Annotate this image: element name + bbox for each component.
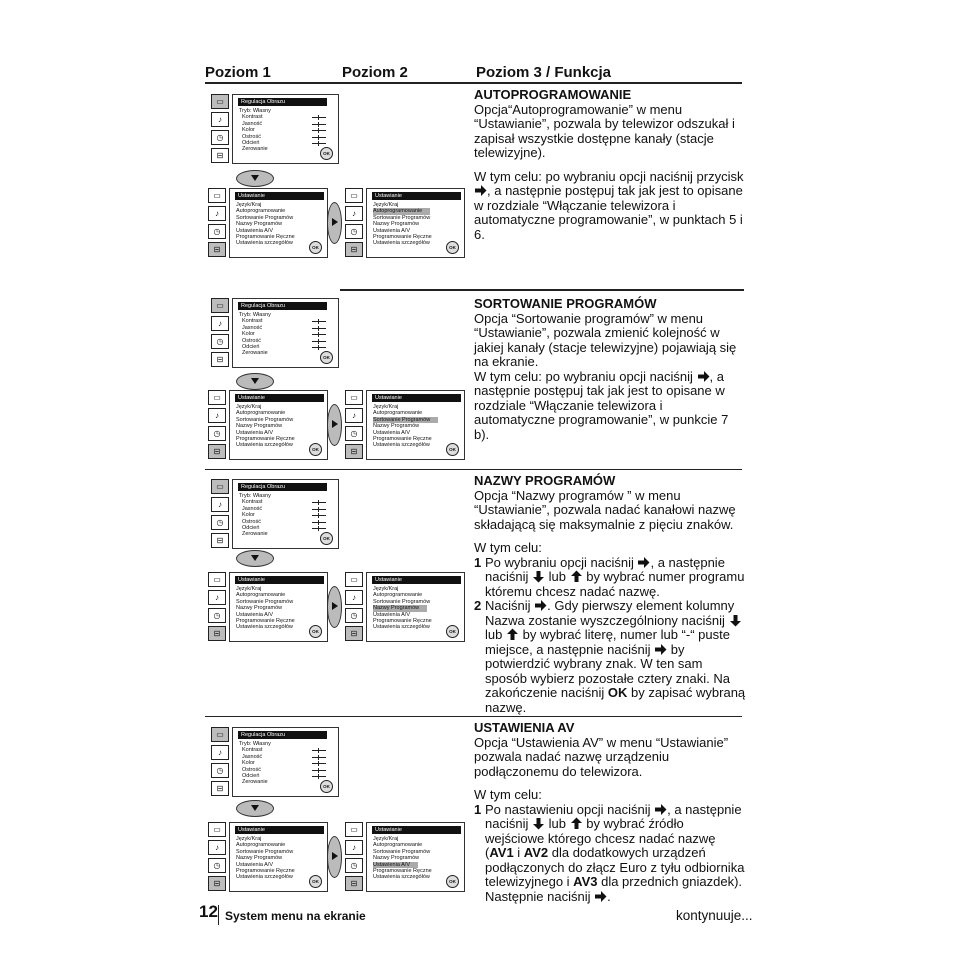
menu-sidebar <box>211 479 228 551</box>
header-level-2: Poziom 2 <box>342 64 408 81</box>
slider-icon <box>312 124 326 125</box>
clock-icon: ◷ <box>345 858 363 873</box>
down-button-icon <box>236 550 274 567</box>
section-divider <box>205 716 742 717</box>
right-arrow-icon <box>637 556 650 569</box>
menu-item: Sortowanie Programów <box>373 598 431 605</box>
down-arrow-icon <box>729 614 742 627</box>
menu-item: Ustawienia A/V <box>236 861 273 868</box>
down-button-icon <box>236 170 274 187</box>
ok-button-icon: OK <box>446 875 459 888</box>
ok-button-icon: OK <box>309 625 322 638</box>
clock-icon: ◷ <box>345 608 363 623</box>
ok-button-icon: OK <box>320 532 333 545</box>
menu-item: Sortowanie Programów <box>236 416 294 423</box>
menu-item: Nazwy Programów <box>373 221 420 228</box>
menu-item: Kontrast <box>242 318 263 325</box>
ok-button-icon: OK <box>446 625 459 638</box>
menu-item: Zerowanie <box>242 146 268 153</box>
menu-item: Autoprogramowanie <box>236 592 286 599</box>
menu-item: Język/Kraj <box>373 202 399 208</box>
menu-item: Ustawienia A/V <box>373 227 410 234</box>
paragraph: Opcja “Nazwy programów ” w menu “Ustawianie”, pozwala nadać kanałowi nazwę składającą się maksymalnie z pięciu znaków. <box>474 487 736 532</box>
ok-button-icon: OK <box>320 147 333 160</box>
toolbox-icon: ⊟ <box>211 352 229 367</box>
slider-icon <box>312 522 326 523</box>
menu-item: Język/Kraj <box>373 586 399 592</box>
menu-rows <box>373 836 432 881</box>
menu-item: Sortowanie Programów <box>373 417 438 423</box>
menu-item: Jasność <box>242 324 263 331</box>
menu-rows <box>373 404 438 449</box>
section-title: SORTOWANIE PROGRAMÓW <box>474 296 657 311</box>
slider-icon <box>312 515 326 516</box>
music-note-icon: ♪ <box>208 206 226 221</box>
tv-picture-icon: ▭ <box>345 188 363 203</box>
menu-rows <box>239 108 271 153</box>
menu-rows <box>373 586 432 631</box>
menu-box <box>229 822 328 892</box>
toolbox-icon: ⊟ <box>345 444 363 459</box>
music-note-icon: ♪ <box>208 840 226 855</box>
toolbox-icon: ⊟ <box>345 876 363 891</box>
slider-icon <box>312 321 326 322</box>
slider-icon <box>312 334 326 335</box>
menu-item: Nazwy Programów <box>236 221 283 228</box>
paragraph: W tym celu: <box>474 787 542 802</box>
menu-item: Jasność <box>242 505 263 512</box>
music-note-icon: ♪ <box>211 745 229 760</box>
menu-item: Programowanie Ręczne <box>373 618 432 625</box>
music-note-icon: ♪ <box>345 206 363 221</box>
section-ustawienia-av <box>474 721 746 904</box>
menu-item: Programowanie Ręczne <box>373 234 432 241</box>
menu-rows <box>236 202 295 247</box>
menu-sidebar <box>345 390 362 462</box>
menu-item: Ustawienia A/V <box>373 611 410 618</box>
menu-sidebar <box>208 390 225 462</box>
paragraph: W tym celu: <box>474 540 542 555</box>
clock-icon: ◷ <box>345 426 363 441</box>
menu-item: Jasność <box>242 120 263 127</box>
menu-box <box>229 188 328 258</box>
right-arrow-icon <box>534 599 547 612</box>
clock-icon: ◷ <box>208 224 226 239</box>
menu-item: Kolor <box>242 760 255 767</box>
paragraph: Opcja “Ustawienia AV” w menu “Ustawianie” pozwala nadać nazwę urządzeniu podłączonemu do telewizora. <box>474 734 729 779</box>
ok-button-icon: OK <box>320 351 333 364</box>
toolbox-icon: ⊟ <box>208 242 226 257</box>
menu-item: Sortowanie Programów <box>236 214 294 221</box>
menu-item: Ustawienia A/V <box>236 429 273 436</box>
ok-button-icon: OK <box>309 443 322 456</box>
menu-title: Regulacja Obrazu <box>238 731 327 739</box>
tv-picture-icon: ▭ <box>211 94 229 109</box>
menu-item: Odcień <box>242 525 260 532</box>
tv-picture-icon: ▭ <box>345 390 363 405</box>
up-arrow-icon <box>506 628 519 641</box>
menu-item: Ustawienia szczegółów <box>373 624 430 631</box>
menu-item: Ostrość <box>242 766 261 773</box>
menu-title: Ustawianie <box>235 576 324 584</box>
menu-title: Ustawianie <box>372 394 461 402</box>
menu-rows <box>236 404 295 449</box>
menu-item: Język/Kraj <box>236 836 262 842</box>
menu-item: Ustawienia szczegółów <box>373 874 430 881</box>
menu-item: Zerowanie <box>242 531 268 538</box>
clock-icon: ◷ <box>208 426 226 441</box>
continued-label: kontynuuje... <box>676 908 753 923</box>
step: 1 Po wybraniu opcji naciśnij , a następnie naciśnij lub by wybrać numer programu któremu chcesz nadać nazwę. <box>474 554 745 599</box>
menu-item: Kolor <box>242 331 255 338</box>
header-divider <box>205 82 742 84</box>
menu-sidebar <box>345 822 362 894</box>
slider-icon <box>312 347 326 348</box>
menu-sidebar <box>211 727 228 799</box>
tv-picture-icon: ▭ <box>345 822 363 837</box>
section-title: AUTOPROGRAMOWANIE <box>474 87 632 102</box>
up-arrow-icon <box>570 817 583 830</box>
menu-item: Język/Kraj <box>373 836 399 842</box>
menu-item: Ustawienia A/V <box>236 227 273 234</box>
menu-box <box>232 94 339 164</box>
toolbox-icon: ⊟ <box>208 444 226 459</box>
menu-sidebar <box>345 188 362 260</box>
steps-list <box>474 556 746 716</box>
menu-item: Sortowanie Programów <box>373 214 431 221</box>
menu-item: Autoprogramowanie <box>236 208 286 215</box>
menu-item: Jasność <box>242 753 263 760</box>
menu-sidebar <box>211 94 228 166</box>
right-button-icon <box>327 202 342 244</box>
clock-icon: ◷ <box>211 515 229 530</box>
menu-item: Nazwy Programów <box>236 423 283 430</box>
menu-rows <box>236 836 295 881</box>
menu-item: Kontrast <box>242 114 263 121</box>
menu-rows <box>239 312 271 357</box>
right-arrow-icon <box>594 890 607 903</box>
menu-item: Nazwy Programów <box>373 605 432 611</box>
menu-title: Regulacja Obrazu <box>238 98 327 106</box>
menu-item: Ustawienia szczegółów <box>373 240 430 247</box>
clock-icon: ◷ <box>211 763 229 778</box>
right-button-icon <box>327 836 342 878</box>
menu-item: Programowanie Ręczne <box>236 234 295 241</box>
menu-item: Programowanie Ręczne <box>373 868 432 875</box>
tv-picture-icon: ▭ <box>211 727 229 742</box>
section-sortowanie <box>474 297 746 451</box>
menu-sidebar <box>208 822 225 894</box>
slider-icon <box>312 750 326 751</box>
menu-item: Kolor <box>242 127 255 134</box>
menu-box <box>229 390 328 460</box>
toolbox-icon: ⊟ <box>211 781 229 796</box>
menu-item: Nazwy Programów <box>236 855 283 862</box>
music-note-icon: ♪ <box>345 590 363 605</box>
slider-icon <box>312 776 326 777</box>
menu-item: Ustawienia szczegółów <box>236 240 293 247</box>
menu-item: Kolor <box>242 512 255 519</box>
menu-item: Język/Kraj <box>236 404 262 410</box>
slider-icon <box>312 130 326 131</box>
slider-icon <box>312 509 326 510</box>
menu-item: Autoprogramowanie <box>236 842 286 849</box>
section-title: NAZWY PROGRAMÓW <box>474 473 616 488</box>
menu-item: Ustawienia szczegółów <box>373 442 430 449</box>
footer-section-title: System menu na ekranie <box>225 909 366 923</box>
menu-title: Ustawianie <box>372 826 461 834</box>
menu-item: Autoprogramowanie <box>373 410 423 417</box>
clock-icon: ◷ <box>208 858 226 873</box>
paragraph: Opcja“Autoprogramowanie” w menu “Ustawianie”, pozwala by telewizor odszukał i zapisał wszystkie dostępne kanały (stacje telewizyjne). <box>474 101 735 160</box>
menu-title: Regulacja Obrazu <box>238 483 327 491</box>
menu-item: Ustawienia A/V <box>373 862 432 868</box>
slider-icon <box>312 341 326 342</box>
down-arrow-icon <box>532 570 545 583</box>
menu-item: Odcień <box>242 140 260 147</box>
menu-item: Sortowanie Programów <box>373 848 431 855</box>
music-note-icon: ♪ <box>208 590 226 605</box>
tv-picture-icon: ▭ <box>211 479 229 494</box>
menu-item: Programowanie Ręczne <box>236 618 295 625</box>
music-note-icon: ♪ <box>211 112 229 127</box>
menu-box <box>232 727 339 797</box>
menu-title: Ustawianie <box>372 576 461 584</box>
menu-item: Język/Kraj <box>236 202 262 208</box>
section-divider <box>205 469 742 470</box>
menu-item: Ustawienia A/V <box>236 611 273 618</box>
right-arrow-icon <box>654 643 667 656</box>
ok-button-icon: OK <box>446 241 459 254</box>
menu-item: Tryb: Własny <box>239 312 271 318</box>
menu-rows <box>239 493 271 538</box>
menu-item: Programowanie Ręczne <box>236 436 295 443</box>
menu-sidebar <box>345 572 362 644</box>
menu-item: Ustawienia szczegółów <box>236 874 293 881</box>
menu-title: Ustawianie <box>235 826 324 834</box>
clock-icon: ◷ <box>211 130 229 145</box>
right-arrow-icon <box>654 803 667 816</box>
menu-sidebar <box>208 572 225 644</box>
tv-picture-icon: ▭ <box>345 572 363 587</box>
music-note-icon: ♪ <box>211 497 229 512</box>
menu-box <box>366 390 465 460</box>
step: 2 Naciśnij . Gdy pierwszy element kolumny Nazwa zostanie wyszczególniony naciśnij lub by wybrać literę, numer lub “-“ puste miejsce, a następnie naciśnij by potwierdzić wybrany znak. W ten sam sposób wybierz pozostałe cztery znaki. Na zakończenie naciśnij OK by zapisać wybraną nazwę. <box>474 598 746 715</box>
menu-item: Ustawienia A/V <box>373 429 410 436</box>
tv-picture-icon: ▭ <box>208 188 226 203</box>
toolbox-icon: ⊟ <box>211 533 229 548</box>
right-arrow-icon <box>697 370 710 383</box>
menu-rows <box>373 202 432 247</box>
menu-rows <box>236 586 295 631</box>
menu-item: Tryb: Własny <box>239 493 271 499</box>
menu-sidebar <box>208 188 225 260</box>
up-arrow-icon <box>570 570 583 583</box>
slider-icon <box>312 328 326 329</box>
section-autoprogramowanie <box>474 88 746 251</box>
menu-title: Ustawianie <box>372 192 461 200</box>
menu-item: Odcień <box>242 344 260 351</box>
header-level-3: Poziom 3 / Funkcja <box>476 64 612 81</box>
menu-item: Zerowanie <box>242 779 268 786</box>
menu-item: Ostrość <box>242 518 261 525</box>
menu-item: Zerowanie <box>242 350 268 357</box>
slider-icon <box>312 137 326 138</box>
menu-item: Kontrast <box>242 499 263 506</box>
menu-box <box>366 822 465 892</box>
toolbox-icon: ⊟ <box>345 242 363 257</box>
slider-icon <box>312 770 326 771</box>
right-button-icon <box>327 586 342 628</box>
menu-item: Ostrość <box>242 337 261 344</box>
menu-item: Programowanie Ręczne <box>373 436 432 443</box>
down-button-icon <box>236 373 274 390</box>
menu-item: Nazwy Programów <box>236 605 283 612</box>
menu-item: Ostrość <box>242 133 261 140</box>
music-note-icon: ♪ <box>345 408 363 423</box>
section-nazwy <box>474 474 746 715</box>
menu-item: Autoprogramowanie <box>373 208 432 214</box>
menu-item: Tryb: Własny <box>239 741 271 747</box>
footer-divider <box>218 905 219 925</box>
down-button-icon <box>236 800 274 817</box>
menu-title: Regulacja Obrazu <box>238 302 327 310</box>
menu-sidebar <box>211 298 228 370</box>
menu-box <box>229 572 328 642</box>
ok-button-icon: OK <box>320 780 333 793</box>
right-arrow-icon <box>474 184 487 197</box>
slider-icon <box>312 757 326 758</box>
menu-item: Ustawienia szczegółów <box>236 624 293 631</box>
menu-item: Ustawienia szczegółów <box>236 442 293 449</box>
menu-box <box>232 479 339 549</box>
toolbox-icon: ⊟ <box>211 148 229 163</box>
menu-item: Nazwy Programów <box>373 855 420 862</box>
page-number: 12 <box>199 902 218 921</box>
menu-rows <box>239 741 271 786</box>
menu-box <box>366 572 465 642</box>
step: 1 Po nastawieniu opcji naciśnij , a następnie naciśnij lub by wybrać źródło wejściowe którego chcesz nadać nazwę (AV1 i AV2 dla dodatkowych urządzeń podłączonych do złącz Euro z tyłu odbiornika telewizyjnego i AV3 dla przednich gniazdek). Następnie naciśnij . <box>474 801 745 904</box>
menu-title: Ustawianie <box>235 192 324 200</box>
tv-picture-icon: ▭ <box>208 572 226 587</box>
menu-item: Język/Kraj <box>236 586 262 592</box>
menu-title: Ustawianie <box>235 394 324 402</box>
section-divider <box>340 289 744 291</box>
header-level-1: Poziom 1 <box>205 64 271 81</box>
clock-icon: ◷ <box>208 608 226 623</box>
menu-item: Autoprogramowanie <box>236 410 286 417</box>
toolbox-icon: ⊟ <box>345 626 363 641</box>
menu-item: Tryb: Własny <box>239 108 271 114</box>
tv-picture-icon: ▭ <box>208 390 226 405</box>
steps-list <box>474 803 746 905</box>
ok-button-icon: OK <box>446 443 459 456</box>
clock-icon: ◷ <box>211 334 229 349</box>
paragraph: Opcja “Sortowanie programów” w menu “Ustawianie”, pozwala zmienić kolejność w jakiej kanały (stacje telewizyjne) pojawiają się na ekranie. <box>474 310 737 369</box>
menu-item: Nazwy Programów <box>373 423 420 430</box>
menu-item: Programowanie Ręczne <box>236 868 295 875</box>
tv-picture-icon: ▭ <box>208 822 226 837</box>
music-note-icon: ♪ <box>345 840 363 855</box>
paragraph: W tym celu: po wybraniu opcji naciśnij , a następnie postępuj tak jak jest to opisane w rozdziale “Włączanie telewizora i automatyczne programowanie”, w punkcie 7 b). <box>474 368 729 442</box>
right-button-icon <box>327 404 342 446</box>
slider-icon <box>312 143 326 144</box>
slider-icon <box>312 763 326 764</box>
tv-picture-icon: ▭ <box>211 298 229 313</box>
menu-item: Sortowanie Programów <box>236 598 294 605</box>
menu-item: Język/Kraj <box>373 404 399 410</box>
section-title: USTAWIENIA AV <box>474 720 575 735</box>
menu-item: Odcień <box>242 773 260 780</box>
menu-item: Kontrast <box>242 747 263 754</box>
music-note-icon: ♪ <box>211 316 229 331</box>
menu-item: Sortowanie Programów <box>236 848 294 855</box>
slider-icon <box>312 117 326 118</box>
slider-icon <box>312 502 326 503</box>
clock-icon: ◷ <box>345 224 363 239</box>
toolbox-icon: ⊟ <box>208 876 226 891</box>
down-arrow-icon <box>532 817 545 830</box>
toolbox-icon: ⊟ <box>208 626 226 641</box>
ok-button-icon: OK <box>309 241 322 254</box>
menu-box <box>366 188 465 258</box>
paragraph: W tym celu: po wybraniu opcji naciśnij przycisk , a następnie postępuj tak jak jest to opisane w rozdziale “Włączanie telewizora i automatyczne programowanie”, w punktach 5 i 6. <box>474 168 744 242</box>
slider-icon <box>312 528 326 529</box>
menu-box <box>232 298 339 368</box>
menu-item: Autoprogramowanie <box>373 842 423 849</box>
ok-button-icon: OK <box>309 875 322 888</box>
menu-item: Autoprogramowanie <box>373 592 423 599</box>
music-note-icon: ♪ <box>208 408 226 423</box>
